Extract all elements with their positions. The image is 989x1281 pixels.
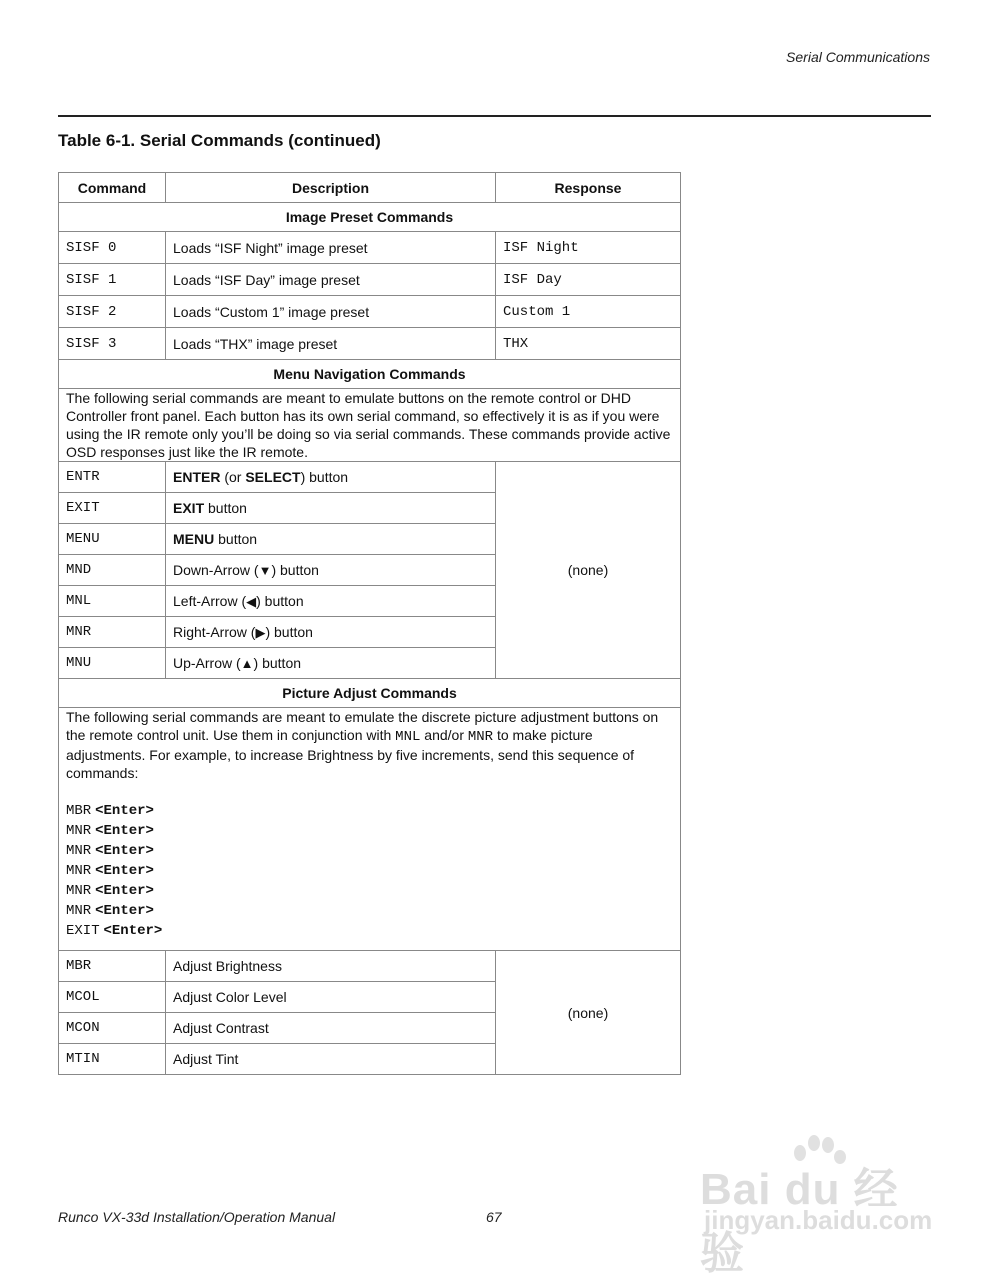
sequence-line [66,900,673,920]
description-bold: ENTER [173,469,221,485]
description-cell: Loads “ISF Night” image preset [166,232,496,264]
table-header-row [59,173,681,203]
intro-text: The following serial commands are meant to emulate the discrete picture adjustment buttons on the remote control unit. Use them in conjunction with [66,709,659,743]
sequence-enter: <Enter> [95,863,154,879]
sequence-enter: <Enter> [95,823,154,839]
command-cell: SISF 3 [59,328,166,360]
description-cell: Adjust Contrast [166,1013,496,1044]
description-text: Left-Arrow ( [173,592,247,609]
command-cell: MCON [59,1013,166,1044]
baidu-watermark [700,1135,935,1278]
table-title: Table 6-1. Serial Commands (continued) [58,131,381,150]
description-cell: Adjust Tint [166,1044,496,1075]
sequence-line [66,880,673,900]
sequence-command: MNR [66,863,92,879]
description-cell [166,617,496,648]
description-text: button [214,531,258,547]
response-cell: ISF Night [496,232,681,264]
up-arrow-icon: ▲ [240,656,254,671]
section-row-picture-adjust [59,679,681,708]
command-cell: MBR [59,951,166,982]
footer-manual-title: Runco VX-33d Installation/Operation Manual [58,1209,336,1225]
column-header-response: Response [496,173,681,203]
command-cell: SISF 1 [59,264,166,296]
sequence-line [66,820,673,840]
command-cell: SISF 2 [59,296,166,328]
description-text: ) button [300,469,349,485]
description-cell: Adjust Color Level [166,982,496,1013]
intro-text: to make picture adjustments. For example, to increase Brightness by five increments, send this sequence of commands: [66,727,635,781]
command-cell: MTIN [59,1044,166,1075]
description-text: ) button [265,623,313,640]
description-bold: MENU [173,531,215,547]
response-cell: (none) [496,951,681,1075]
intro-text: and/or [420,727,468,743]
intro-row [59,708,681,951]
description-cell [166,462,496,493]
command-cell: MENU [59,524,166,555]
response-cell: ISF Day [496,264,681,296]
description-cell [166,524,496,555]
command-cell: ENTR [59,462,166,493]
description-cell: Loads “Custom 1” image preset [166,296,496,328]
command-cell: SISF 0 [59,232,166,264]
sequence-line [66,800,673,820]
sequence-command: MNR [66,823,92,839]
sequence-line [66,860,673,880]
page-number: 67 [486,1209,502,1225]
description-bold: EXIT [173,500,205,516]
table-row [59,328,681,360]
section-intro: The following serial commands are meant to emulate buttons on the remote control or DHD Controller front panel. Each button has its own serial command, so effectively it is as if you were using the IR remote only you’ll be doing so via serial commands. These commands provide active OSD responses just like the IR remote. [59,389,681,462]
description-cell [166,493,496,524]
watermark-brand: Bai du 经验 [700,1165,899,1278]
column-header-command: Command [59,173,166,203]
sequence-command: MNR [66,903,92,919]
section-heading: Menu Navigation Commands [59,360,681,389]
command-cell: MND [59,555,166,586]
description-text: ) button [256,592,304,609]
table-row [59,462,681,493]
header-rule [58,115,931,117]
response-cell: Custom 1 [496,296,681,328]
column-header-description: Description [166,173,496,203]
command-cell: MNL [59,586,166,617]
description-text: (or [220,469,246,485]
sequence-command: EXIT [66,923,100,939]
table-row [59,951,681,982]
command-cell: MNU [59,648,166,679]
section-intro [59,708,681,951]
sequence-enter: <Enter> [95,843,154,859]
command-cell: MNR [59,617,166,648]
intro-row [59,389,681,462]
down-arrow-icon: ▼ [258,563,272,578]
description-text: Right-Arrow ( [173,623,256,640]
command-cell: MCOL [59,982,166,1013]
sequence-enter: <Enter> [103,923,163,939]
description-cell: Loads “THX” image preset [166,328,496,360]
description-cell [166,555,496,586]
description-text: ) button [271,562,319,578]
section-row-image-preset [59,203,681,232]
serial-commands-table [58,172,681,1075]
command-cell: EXIT [59,493,166,524]
table-row [59,296,681,328]
section-row-menu-navigation [59,360,681,389]
sequence-command: MNR [66,843,92,859]
intro-code: MNR [467,729,494,745]
description-text: button [204,500,247,516]
intro-code: MNL [395,729,421,745]
right-arrow-icon: ▶ [255,624,266,640]
section-heading: Image Preset Commands [59,203,681,232]
description-cell [166,648,496,679]
response-cell: (none) [496,462,681,679]
sequence-enter: <Enter> [95,883,154,899]
description-bold: SELECT [245,469,301,485]
running-header: Serial Communications [786,49,930,65]
sequence-command: MNR [66,883,92,899]
table-row [59,264,681,296]
sequence-line [66,920,673,940]
description-text: Up-Arrow ( [173,655,241,671]
sequence-enter: <Enter> [95,803,154,819]
command-sequence [66,800,673,940]
description-cell: Loads “ISF Day” image preset [166,264,496,296]
description-text: Down-Arrow ( [173,562,259,578]
description-cell [166,586,496,617]
sequence-enter: <Enter> [95,903,154,919]
response-cell: THX [496,328,681,360]
watermark-url: jingyan.baidu.com [704,1205,933,1235]
section-heading: Picture Adjust Commands [59,679,681,708]
table-row [59,232,681,264]
left-arrow-icon: ◀ [246,593,257,609]
description-text: ) button [253,655,302,671]
sequence-command: MBR [66,803,92,819]
description-cell: Adjust Brightness [166,951,496,982]
sequence-line [66,840,673,860]
